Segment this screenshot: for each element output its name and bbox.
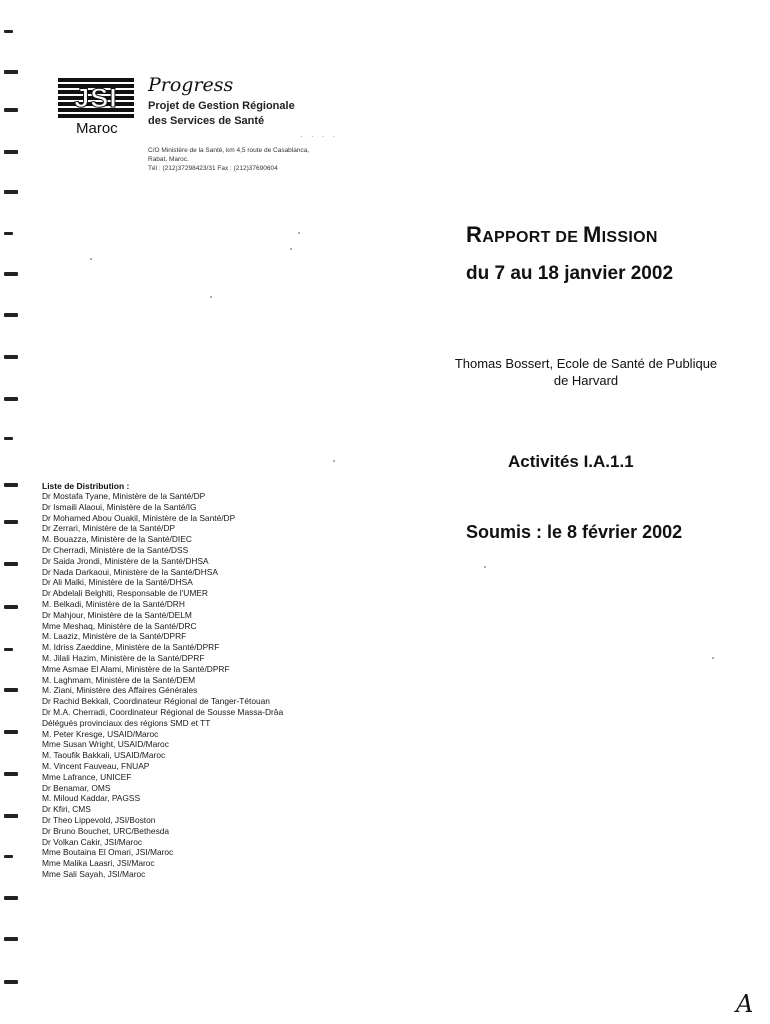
contact-line: Tél : (212)37298423/31 Fax : (212)37690604 bbox=[148, 165, 278, 172]
distribution-item: Dr Nada Darkaoui, Ministère de la Santé/DHSA bbox=[42, 566, 218, 577]
binder-hole-mark bbox=[4, 190, 18, 194]
binder-hole-mark bbox=[4, 937, 18, 941]
mission-dates: du 7 au 18 janvier 2002 bbox=[466, 263, 674, 284]
distribution-item: Mme Sali Sayah, JSI/Maroc bbox=[42, 868, 146, 879]
scan-speck bbox=[290, 248, 292, 250]
binder-hole-mark bbox=[4, 437, 13, 440]
binder-hole-mark bbox=[4, 605, 18, 609]
binder-hole-mark bbox=[4, 483, 18, 487]
distribution-item: Dr Mohamed Abou Ouakil, Ministère de la Santé/DP bbox=[42, 512, 236, 523]
binder-hole-mark bbox=[4, 355, 18, 359]
binder-hole-mark bbox=[4, 397, 18, 401]
distribution-title: Liste de Distribution : bbox=[42, 481, 130, 491]
author-line-2: de Harvard bbox=[553, 373, 619, 388]
distribution-item: Mme Lafrance, UNICEF bbox=[42, 771, 132, 782]
org-name-line-2: des Services de Santé bbox=[148, 115, 265, 127]
distribution-item: Mme Asmae El Alami, Ministère de la Santé/DPRF bbox=[42, 663, 230, 674]
logo-letters: JSI bbox=[74, 83, 118, 113]
address-line-1: C/O Ministère de la Santé, km 4,5 route de Casablanca, bbox=[148, 147, 310, 154]
distribution-item: M. Ziani, Ministère des Affaires Générales bbox=[42, 685, 198, 696]
distribution-item: Dr Kfiri, CMS bbox=[42, 804, 91, 815]
distribution-item: Dr Mostafa Tyane, Ministère de la Santé/DP bbox=[42, 491, 206, 501]
distribution-item: M. Peter Kresge, USAID/Maroc bbox=[42, 728, 159, 739]
binder-hole-mark bbox=[4, 30, 13, 33]
activities-code: Activités I.A.1.1 bbox=[508, 452, 634, 471]
report-title bbox=[466, 222, 658, 248]
binder-hole-mark bbox=[4, 855, 13, 858]
title-smallcaps-1: APPORT DE bbox=[482, 229, 583, 246]
distribution-item: M. Taoufik Bakkali, USAID/Maroc bbox=[42, 750, 166, 761]
distribution-item: Mme Malika Laasri, JSI/Maroc bbox=[42, 858, 155, 869]
binder-hole-mark bbox=[4, 772, 18, 776]
distribution-item: M. Laaziz, Ministère de la Santé/DPRF bbox=[42, 631, 187, 642]
distribution-item: Dr Ali Malki, Ministère de la Santé/DHSA bbox=[42, 577, 193, 588]
distribution-item: Dr M.A. Cherradi, Coordinateur Régional de Sousse Massa-Drâa bbox=[42, 706, 284, 717]
scan-speck bbox=[210, 296, 212, 298]
binding-margin bbox=[0, 0, 30, 1024]
distribution-item: Délégués provinciaux des régions SMD et TT bbox=[42, 717, 211, 728]
distribution-item: Dr Theo Lippevold, JSI/Boston bbox=[42, 814, 156, 825]
distribution-item: Mme Meshaq, Ministère de la Santé/DRC bbox=[42, 620, 197, 631]
author-block bbox=[412, 355, 760, 389]
binder-hole-mark bbox=[4, 562, 18, 566]
distribution-item: M. Miloud Kaddar, PAGSS bbox=[42, 793, 141, 804]
distribution-item: M. Laghmam, Ministère de la Santé/DEM bbox=[42, 674, 196, 685]
scan-speck bbox=[712, 657, 714, 659]
distribution-item: Mme Boutaina El Omari, JSI/Maroc bbox=[42, 847, 174, 858]
scan-speck bbox=[90, 258, 92, 260]
distribution-item: M. Jilali Hazim, Ministère de la Santé/DPRF bbox=[42, 652, 205, 663]
logo-country: Maroc bbox=[76, 120, 118, 137]
binder-hole-mark bbox=[4, 313, 18, 317]
handwritten-initial: A bbox=[736, 990, 754, 1018]
scan-speck bbox=[333, 460, 335, 462]
author-line-1: Thomas Bossert, Ecole de Santé de Publique bbox=[454, 356, 718, 371]
distribution-item: M. Bouazza, Ministère de la Santé/DIEC bbox=[42, 534, 192, 545]
title-cap-r: R bbox=[466, 222, 483, 247]
distribution-item: Dr Rachid Bekkali, Coordinateur Régional de Tanger-Tétouan bbox=[42, 696, 270, 707]
distribution-item: M. Idriss Zaeddine, Ministère de la Santé/DPRF bbox=[42, 642, 220, 653]
distribution-item: Dr Mahjour, Ministère de la Santé/DELM bbox=[42, 609, 192, 620]
jsi-logo bbox=[58, 78, 134, 140]
distribution-item: M. Belkadi, Ministère de la Santé/DRH bbox=[42, 598, 185, 609]
org-name-line-1: Projet de Gestion Régionale bbox=[148, 100, 295, 112]
distribution-item: Dr Abdelali Belghiti, Responsable de l'UMER bbox=[42, 588, 208, 599]
dotted-rule: · · · · bbox=[300, 132, 339, 141]
binder-hole-mark bbox=[4, 150, 18, 154]
distribution-item: Dr Bruno Bouchet, URC/Bethesda bbox=[42, 825, 170, 836]
distribution-item: Mme Susan Wright, USAID/Maroc bbox=[42, 739, 169, 750]
submission-date: Soumis : le 8 février 2002 bbox=[466, 522, 683, 542]
binder-hole-mark bbox=[4, 520, 18, 524]
distribution-item: Dr Benamar, OMS bbox=[42, 782, 111, 793]
distribution-item: M. Vincent Fauveau, FNUAP bbox=[42, 760, 150, 771]
scan-speck bbox=[484, 566, 486, 568]
binder-hole-mark bbox=[4, 896, 18, 900]
distribution-list bbox=[42, 481, 382, 880]
address-line-2: Rabat, Maroc. bbox=[148, 156, 189, 163]
title-smallcaps-2: ISSION bbox=[601, 229, 658, 246]
binder-hole-mark bbox=[4, 108, 18, 112]
binder-hole-mark bbox=[4, 70, 18, 74]
binder-hole-mark bbox=[4, 648, 13, 651]
binder-hole-mark bbox=[4, 232, 13, 235]
binder-hole-mark bbox=[4, 730, 18, 734]
binder-hole-mark bbox=[4, 272, 18, 276]
scan-speck bbox=[298, 232, 300, 234]
title-cap-m: M bbox=[583, 222, 602, 247]
binder-hole-mark bbox=[4, 980, 18, 984]
distribution-item: Dr Cherradi, Ministère de la Santé/DSS bbox=[42, 544, 189, 555]
binder-hole-mark bbox=[4, 688, 18, 692]
distribution-items bbox=[42, 491, 382, 880]
distribution-item: Dr Saida Jrondi, Ministère de la Santé/DHSA bbox=[42, 555, 209, 566]
distribution-item: Dr Volkan Cakir, JSI/Maroc bbox=[42, 836, 143, 847]
distribution-item: Dr Zerrari, Ministère de la Santé/DP bbox=[42, 523, 176, 534]
distribution-item: Dr Ismaili Alaoui, Ministère de la Santé/IG bbox=[42, 501, 197, 512]
binder-hole-mark bbox=[4, 814, 18, 818]
program-name: Progress bbox=[148, 74, 234, 96]
